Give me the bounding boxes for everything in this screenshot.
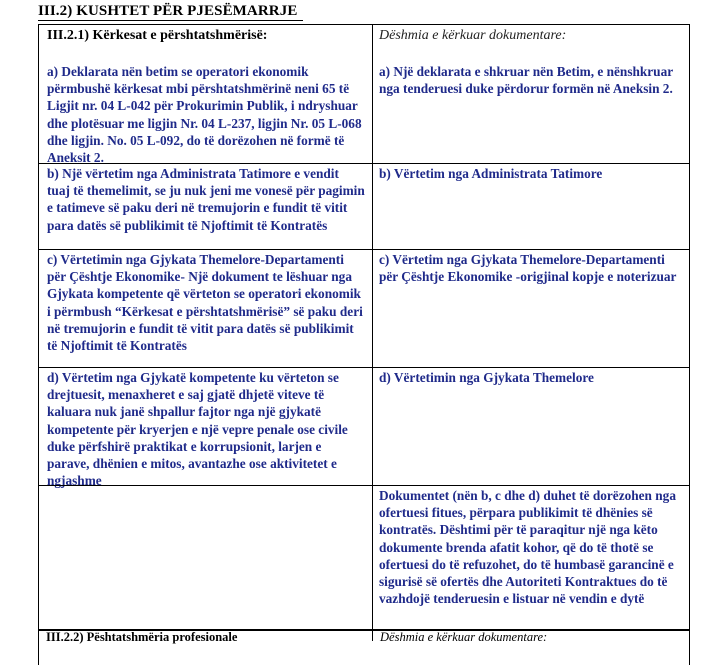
row-b-right: b) Vërtetim nga Administrata Tatimore — [379, 166, 603, 181]
row-divider — [39, 367, 689, 368]
row-d-left: d) Vërtetim nga Gjykatë kompetente ku vërteton se drejtuesit, menaxheret e saj gjatë dhjetë viteve të kaluara nuk janë shpallur fajtor nga një gjykatë kompetente për kryerjen e një vepre penale ose civile duke përfshirë praktikat e korrupsionit, larjen e parave, dhënien e mitos, avantazhe ose aktivitetet e ngjashme — [47, 370, 348, 489]
row-a-right: a) Një deklarata e shkruar nën Betim, e nënshkruar nga tenderuesi duke përdorur formën në Aneksin 2. — [379, 64, 673, 97]
title-underline — [38, 20, 303, 21]
row-c-left: c) Vërtetimin nga Gjykata Themelore-Departamenti për Çështje Ekonomike- Një dokument te lëshuar nga Gjykata kompetente që vërteton se operatori ekonomik i përmbush “Kërkesat e përshtatshmërisë” së paku deri në tremujorin e fundit të vitit para datës së publikimit të Njoftimit të Kontratës — [47, 252, 363, 354]
row-b-left: b) Një vërtetim nga Administrata Tatimore e vendit tuaj të themelimit, se ju nuk jeni me vonesë për pagimin e tatimeve së paku deri në tremujorin e fundit të vitit para datës së publikimit të Njoftimit të Kontratës — [47, 166, 365, 233]
row-divider — [39, 249, 689, 250]
requirements-table — [38, 24, 690, 665]
row-divider — [39, 485, 689, 486]
row-d-right: d) Vërtetimin nga Gjykata Themelore — [379, 370, 594, 385]
page-title: III.2) KUSHTET PËR PJESËMARRJE — [38, 3, 298, 19]
row-note-right: Dokumentet (nën b, c dhe d) duhet të dorëzohen nga ofertuesi fitues, përpara publikimit të dhënies së kontratës. Dështimi për të paraqitur një nga këto dokumente brenda afatit kohor, që do të thotë se ofertuesi do të refuzohet, do të humbasë garancinë e sigurisë së ofertës dhe Autoriteti Kontraktues do të vazhdojë tenderuesin e listuar në vendin e dytë — [379, 488, 676, 607]
header-right: Dëshmia e kërkuar dokumentare: — [379, 28, 567, 43]
row-a-left: a) Deklarata nën betim se operatori ekonomik përmbushë kërkesat mbi përshtatshmërinë neni 65 të Ligjit nr. 04 L-042 për Prokurimin Publik, i ndryshuar dhe plotësuar me ligjin Nr. 04 L-237, ligjin Nr. 05 L-068 dhe ligjin. No. 05 L-092, do të dorëzohen në formë të Aneksit 2. — [47, 64, 362, 166]
row-c-right: c) Vërtetim nga Gjykata Themelore-Departamenti për Çështje Ekonomike -origjinal kopje e noterizuar — [379, 252, 677, 285]
next-section-left: III.2.2) Pështatshmëria profesionale — [46, 630, 238, 644]
row-divider — [39, 163, 689, 164]
column-divider — [372, 25, 373, 641]
next-section-right: Dëshmia e kërkuar dokumentare: — [380, 630, 548, 644]
header-left: III.2.1) Kërkesat e përshtatshmërisë: — [47, 28, 268, 43]
